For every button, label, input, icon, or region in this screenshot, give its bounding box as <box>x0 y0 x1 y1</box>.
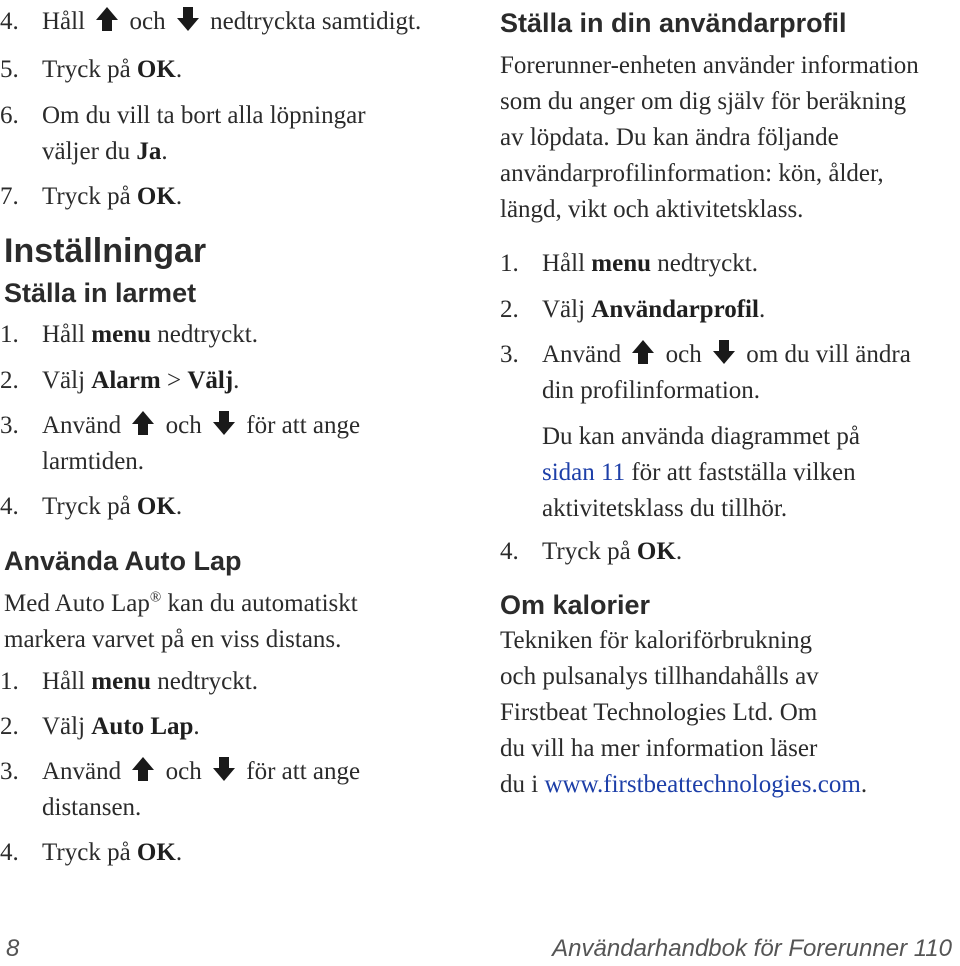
subsection-heading: Ställa in larmet <box>4 278 197 308</box>
list-item: 2. Välj Auto Lap. <box>0 713 200 740</box>
section-heading: Inställningar <box>4 232 207 270</box>
list-item: 2. Välj Användarprofil. <box>500 296 766 323</box>
list-number: 4. <box>0 8 19 35</box>
list-item: 5. Tryck på OK. <box>0 56 183 83</box>
up-arrow-icon <box>631 339 655 365</box>
up-arrow-icon <box>131 410 155 436</box>
list-item: 1. Håll menu nedtryckt. <box>0 668 258 695</box>
page-number: 8 <box>6 935 20 962</box>
note: Du kan använda diagrammet på sidan 11 för att fastställa vilken aktivitetsklass du tillhör. <box>542 423 860 522</box>
footer-title: Användarhandbok för Forerunner 110 <box>552 935 952 962</box>
website-link[interactable]: www.firstbeattechnologies.com <box>544 771 861 798</box>
subsection-heading: Om kalorier <box>500 590 651 620</box>
down-arrow-icon <box>176 6 200 32</box>
paragraph: Forerunner-enheten använder information som du anger om dig själv för beräkning av löpdata. Du kan ändra följande användarprofilinformation: kön, ålder, längd, vikt och aktivitetsklass. <box>500 52 919 223</box>
list-item: 4. Håll och nedtryckta samtidigt. <box>0 4 512 40</box>
subsection-heading: Ställa in din användarprofil <box>500 8 847 38</box>
subsection-heading: Använda Auto Lap <box>4 546 242 576</box>
up-arrow-icon <box>131 756 155 782</box>
page-link[interactable]: sidan 11 <box>542 459 626 486</box>
down-arrow-icon <box>212 410 236 436</box>
paragraph: Med Auto Lap® kan du automatiskt markera varvet på en viss distans. <box>4 589 358 653</box>
list-item: 1. Håll menu nedtryckt. <box>500 250 758 277</box>
paragraph: Tekniken för kaloriförbrukning och pulsanalys tillhandahålls av Firstbeat Technologies Ltd. Om du vill ha mer information läser du i www.firstbeattechnologies.com. <box>500 627 868 798</box>
list-item: 3. Använd och om du vill ändra din profilinformation. Du kan använda diagrammet på sidan 11 för att fastställa vilken aktivitetsklass du tillhör. <box>500 337 960 527</box>
list-item: 4. Tryck på OK. <box>0 839 183 866</box>
list-item: 7. Tryck på OK. <box>0 183 183 210</box>
list-item: 4. Tryck på OK. <box>0 493 183 520</box>
list-item: 3. Använd och för att ange larmtiden. <box>0 412 361 475</box>
list-item: 6. Om du vill ta bort alla löpningar väljer du Ja. <box>0 102 366 165</box>
list-item: 3. Använd och för att ange distansen. <box>0 758 361 821</box>
up-arrow-icon <box>95 6 119 32</box>
list-item: 2. Välj Alarm > Välj. <box>0 367 240 394</box>
down-arrow-icon <box>712 339 736 365</box>
down-arrow-icon <box>212 756 236 782</box>
list-item: 4. Tryck på OK. <box>500 538 683 565</box>
list-item: 1. Håll menu nedtryckt. <box>0 321 258 348</box>
